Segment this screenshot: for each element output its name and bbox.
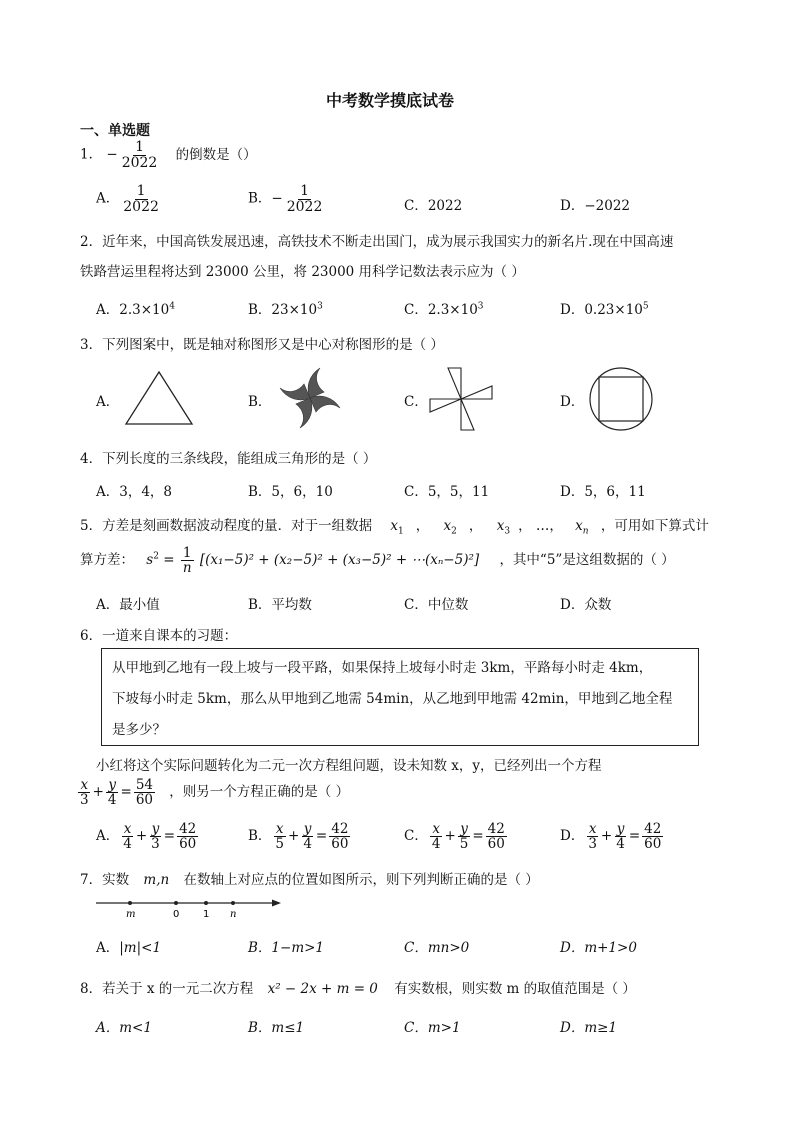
- q3-option-c[interactable]: C．: [404, 394, 428, 410]
- variance-formula-lhs: s: [146, 552, 154, 569]
- q7-option-d[interactable]: D．m+1>0: [560, 940, 637, 956]
- pinwheel-figure: [276, 364, 344, 432]
- q1-option-c[interactable]: C．2022: [404, 198, 463, 214]
- q4-option-c[interactable]: C．5，5，11: [404, 484, 490, 500]
- q4-option-b[interactable]: B．5，6，10: [248, 484, 333, 500]
- axis-label-m: m: [126, 909, 136, 920]
- q8-equation: x² − 2x + m = 0: [267, 981, 378, 997]
- q8-option-a[interactable]: A．m<1: [96, 1020, 152, 1036]
- q3-option-a[interactable]: A．: [96, 394, 120, 410]
- q6-line-after: 小红将这个实际问题转化为二元一次方程组问题，设未知数 x，y，已经列出一个方程: [96, 758, 602, 774]
- q6-option-b[interactable]: B． $\frac{x}{5}$ + $\frac{y}{4}$ = $\frac{42}{60}$: [248, 821, 349, 853]
- windmill-figure: [428, 366, 494, 432]
- q8-option-d[interactable]: D．m≥1: [560, 1020, 618, 1036]
- q6-option-a[interactable]: A． $\frac{x}{4}$ + $\frac{y}{3}$ = $\frac{42}{60}$: [96, 821, 197, 853]
- circle-square-figure: [588, 366, 654, 432]
- q5-option-d[interactable]: D．众数: [560, 597, 612, 613]
- q1-number: 1．: [80, 146, 103, 163]
- q7-stem: 7．实数 m,n 在数轴上对应点的位置如图所示，则下列判断正确的是（ ）: [80, 872, 539, 888]
- q4-stem: 4．下列长度的三条线段，能组成三角形的是（ ）: [80, 451, 377, 467]
- page-title: 中考数学摸底试卷: [326, 91, 455, 110]
- q1-stem-text: 的倒数是（）: [175, 146, 257, 163]
- q8-stem: 8．若关于 x 的一元二次方程 x² − 2x + m = 0 有实数根，则实数 m 的取值范围是（ ）: [80, 981, 636, 997]
- q7-option-a[interactable]: A．|m|<1: [96, 940, 162, 956]
- q2-line-1: 2．近年来，中国高铁发展迅速，高铁技术不断走出国门，成为展示我国实力的新名片.现在中国高速: [80, 234, 674, 250]
- q5-line-1: 5．方差是刻画数据波动程度的量．对于一组数据 $x_1$ ， $x_2$ ， $x_3$ ， …， $x_n$ ，可用如下算式计: [80, 518, 709, 537]
- q8-option-b[interactable]: B．m≤1: [248, 1020, 305, 1036]
- q5-option-a[interactable]: A．最小值: [96, 597, 160, 613]
- variance-formula: [(x₁−5)² + (x₂−5)² + (x₃−5)² + ⋯(xₙ−5)²]: [199, 552, 480, 569]
- axis-label-zero: 0: [173, 909, 180, 920]
- q1-option-d[interactable]: D．−2022: [560, 198, 630, 214]
- number-line: [96, 896, 281, 922]
- section-heading: 一、单选题: [80, 123, 150, 139]
- q5-option-c[interactable]: C．中位数: [404, 597, 469, 613]
- axis-label-one: 1: [203, 909, 210, 920]
- q2-option-b[interactable]: B．$23\times 10^3$: [248, 301, 323, 318]
- q1-option-a[interactable]: A． $\frac{1}{2022}$: [96, 183, 159, 215]
- triangle-figure: [124, 370, 194, 426]
- q6-option-c[interactable]: C． $\frac{x}{4}$ + $\frac{y}{5}$ = $\frac{42}{60}$: [404, 821, 505, 853]
- q3-option-d[interactable]: D．: [560, 394, 585, 410]
- q5-line-2: 算方差： $s^2$ = $\frac{1}{n}$ [(x₁−5)² + (x₂−5)² + (x₃−5)² + ⋯(xₙ−5)²] ，其中“5”是这组数据的（ ）: [80, 545, 675, 577]
- q4-option-a[interactable]: A．3，4，8: [96, 484, 173, 500]
- q1-fraction: $\frac{1}{2022}$: [121, 139, 158, 171]
- q2-option-d[interactable]: D．$0.23\times 10^5$: [560, 301, 649, 318]
- q6-option-d[interactable]: D． $\frac{x}{3}$ + $\frac{y}{4}$ = $\frac{42}{60}$: [560, 821, 662, 853]
- q6-given-equation: $\frac{x}{3}$ + $\frac{y}{4}$ = $\frac{54}{60}$ ，则另一个方程正确的是（ ）: [80, 777, 350, 809]
- q2-option-a[interactable]: A．$2.3\times 10^4$: [96, 301, 175, 318]
- q6-box-line-1: 从甲地到乙地有一段上坡与一段平路，如果保持上坡每小时走 3km，平路每小时走 4km，: [112, 660, 653, 676]
- q1-stem-line: 1． − $\frac{1}{2022}$ 的倒数是（）: [80, 139, 257, 171]
- q2-option-c[interactable]: C．$2.3\times 10^3$: [404, 301, 484, 318]
- q4-option-d[interactable]: D．5，6，11: [560, 484, 646, 500]
- q3-stem: 3．下列图案中，既是轴对称图形又是中心对称图形的是（ ）: [80, 337, 444, 353]
- q7-option-c[interactable]: C．mn>0: [404, 940, 470, 956]
- q7-option-b[interactable]: B．1−m>1: [248, 940, 325, 956]
- axis-label-n: n: [230, 909, 237, 920]
- q1-option-b[interactable]: B．− $\frac{1}{2022}$: [248, 183, 323, 215]
- q2-line-2: 铁路营运里程将达到 23000 公里，将 23000 用科学记数法表示应为（ ）: [80, 264, 525, 280]
- q6-stem: 6．一道来自课本的习题：: [80, 628, 238, 644]
- q6-box-line-3: 是多少？: [112, 722, 166, 738]
- q3-option-b[interactable]: B．: [248, 394, 272, 410]
- q6-box-line-2: 下坡每小时走 5km，那么从甲地到乙地需 54min，从乙地到甲地需 42min，甲地到乙地全程: [112, 691, 673, 707]
- q8-option-c[interactable]: C．m>1: [404, 1020, 461, 1036]
- q5-option-b[interactable]: B．平均数: [248, 597, 312, 613]
